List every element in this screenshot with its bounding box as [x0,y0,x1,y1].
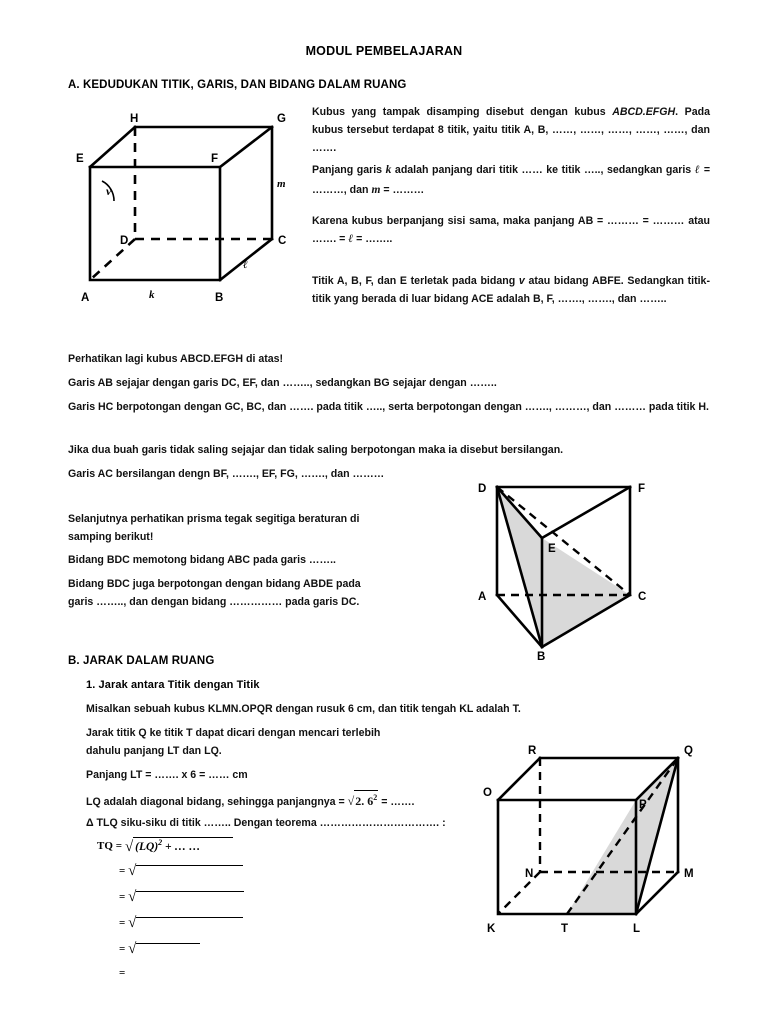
sqrt-exponent: 2 [373,793,378,802]
paragraph-b-1: Misalkan sebuah kubus KLMN.OPQR dengan rusuk 6 cm, dan titik tengah KL adalah T. [86,703,521,715]
svg-text:F: F [638,483,646,495]
intro2-post: = ……… [380,183,425,196]
radical-dots: … … [174,840,201,853]
radical-sign-2: √ [128,889,137,905]
radical-blank-4 [136,943,200,944]
paragraph-middle-3: Garis HC berpotongan dengan GC, BC, dan ……. pada titik ….., serta berpotongan dengan ……., ………, dan ……… pada titik H. [68,401,709,413]
paragraph-intro-1 [312,103,710,158]
svg-text:H: H [130,113,139,125]
plane-label-v: v [518,275,525,287]
svg-text:L: L [633,923,641,935]
paragraph-b-5: Δ TLQ siku-siku di titik …….. Dengan teorema ……………………………. : [86,817,446,829]
svg-text:D: D [120,235,129,247]
section-a-heading: A. KEDUDUKAN TITIK, GARIS, DAN BIDANG DALAM RUANG [68,79,407,91]
svg-text:E: E [548,543,556,555]
sqrt-radicand-text: 2. 6 [355,794,374,808]
intro3-b: = …….. [353,233,393,246]
paragraph-b-4 [86,790,486,812]
formula-radical-0 [125,837,233,856]
paragraph-prism-2: Bidang BDC memotong bidang ABC pada garis …….. [68,554,336,566]
formula-row-1 [97,863,244,889]
svg-text:K: K [487,923,496,935]
formula-row-5 [97,967,244,993]
formula-row-0 [97,837,244,863]
line-label-l: ℓ [694,164,701,176]
svg-text:m: m [277,178,286,190]
intro2-mid2: = ………, dan [312,164,710,196]
formula-equals-3: = [119,917,126,930]
paragraph-prism-1: Selanjutnya perhatikan prisma tegak segitiga beraturan di samping berikut! [68,513,360,544]
radical-sign-0: √ [124,838,134,855]
formula-radical-1 [128,863,243,880]
svg-text:T: T [561,923,569,935]
formula-lhs: TQ [97,840,113,853]
radical-sign-1: √ [128,863,137,879]
paragraph-middle-2: Garis AB sejajar dengan garis DC, EF, dan …….., sedangkan BG sejajar dengan …….. [68,377,497,389]
intro2-mid: adalah panjang dari titik …… ke titik ….., sedangkan garis [391,164,695,176]
radical-body-0 [133,837,233,853]
paragraph-b-3: Panjang LT = ……. x 6 = …… cm [86,769,248,781]
radical-sign-3: √ [128,915,137,931]
svg-text:M: M [684,868,694,880]
formula-radical-2 [128,889,244,906]
page-title: MODUL PEMBELAJARAN [305,44,463,58]
line-label-k: k [385,164,392,176]
radical-sign-4: √ [128,941,137,957]
svg-text:P: P [639,799,647,811]
svg-text:G: G [277,113,286,125]
line-label-l-2: ℓ [348,233,354,246]
paragraph-prism-3: Bidang BDC juga berpotongan dengan bidang ABDE pada garis …….., dan dengan bidang …………… pada garis DC. [68,578,361,609]
sqrt-radicand [354,790,378,812]
svg-text:O: O [483,787,492,799]
cube2-svg [478,742,703,937]
radical-exp: 2 [158,838,163,847]
formula-equals-0: = [115,840,123,853]
line-label-m: m [371,183,381,196]
figure-cube-abcd-efgh [72,105,297,305]
svg-text:B: B [215,292,224,304]
svg-text:E: E [76,153,84,165]
cube-name-italic: ABCD.EFGH [612,106,676,118]
figure-cube-klmn-opqr [478,742,703,937]
formula-radical-4 [128,941,200,958]
formula-row-2 [97,889,244,915]
radical-plus: + [165,840,172,853]
prism-svg [462,470,692,660]
paragraph-intro-3 [312,212,710,250]
formula-block-tq [97,837,244,993]
svg-text:F: F [211,153,219,165]
radical-blank-3 [136,917,243,918]
paragraph-intro-4 [312,272,710,308]
formula-row-3 [97,915,244,941]
intro3-a: Karena kubus berpanjang sisi sama, maka panjang AB = ……… = ……… atau ……. = [312,215,710,246]
paragraph-middle-4: Jika dua buah garis tidak saling sejajar dan tidak saling berpotongan maka ia disebut bersilangan. [68,444,564,456]
svg-text:Q: Q [684,745,693,757]
paragraph-intro-2 [312,161,710,201]
svg-text:v: v [106,184,112,198]
formula-equals-1: = [119,865,126,878]
svg-text:C: C [278,235,287,247]
svg-text:B: B [537,651,546,660]
inline-sqrt: √2. $6^2$ [348,794,379,808]
svg-text:ℓ: ℓ [243,259,248,271]
paragraph-middle-1: Perhatikan lagi kubus ABCD.EFGH di atas! [68,353,284,365]
section-b-heading: B. JARAK DALAM RUANG [68,655,215,667]
formula-equals-5: = [119,967,126,979]
paragraph-middle-5: Garis AC bersilangan dengn BF, ……., EF, FG, ……., dan ……… [68,468,385,480]
formula-equals-4: = [119,943,126,956]
formula-equals-2: = [119,891,126,904]
figure-triangular-prism [462,470,692,660]
radical-blank-1 [136,865,243,866]
b4-post: = ……. [378,796,415,808]
radical-label: (LQ) [135,840,159,853]
svg-text:N: N [525,868,534,880]
intro1-post: . Pada kubus tersebut terdapat 8 titik, yaitu titik A, B, ……, ……, ……, ……, ……, dan ……. [312,106,710,155]
subsection-b1-heading: 1. Jarak antara Titik dengan Titik [86,679,260,691]
intro1-pre: Kubus yang tampak disamping disebut dengan kubus [312,106,613,118]
svg-text:A: A [81,292,90,304]
intro2-pre: Panjang garis [312,164,386,176]
cube1-svg [72,105,297,305]
intro4-pre: Titik A, B, F, dan E terletak pada bidang [312,275,519,287]
svg-text:A: A [478,591,487,603]
formula-radical-3 [128,915,243,932]
b4-pre: LQ adalah diagonal bidang, sehingga panjangnya = [86,796,348,808]
svg-text:R: R [528,745,537,757]
svg-text:C: C [638,591,647,603]
paragraph-b-2: Jarak titik Q ke titik T dapat dicari dengan mencari terlebih dahulu panjang LT dan LQ. [86,727,381,758]
intro4-post: atau bidang ABFE. Sedangkan titik-titik yang berada di luar bidang ACE adalah B, F, ……., ……., dan …….. [312,275,710,306]
formula-row-4 [97,941,244,967]
radical-blank-2 [136,891,244,892]
svg-text:D: D [478,483,487,495]
svg-text:k: k [149,289,155,301]
